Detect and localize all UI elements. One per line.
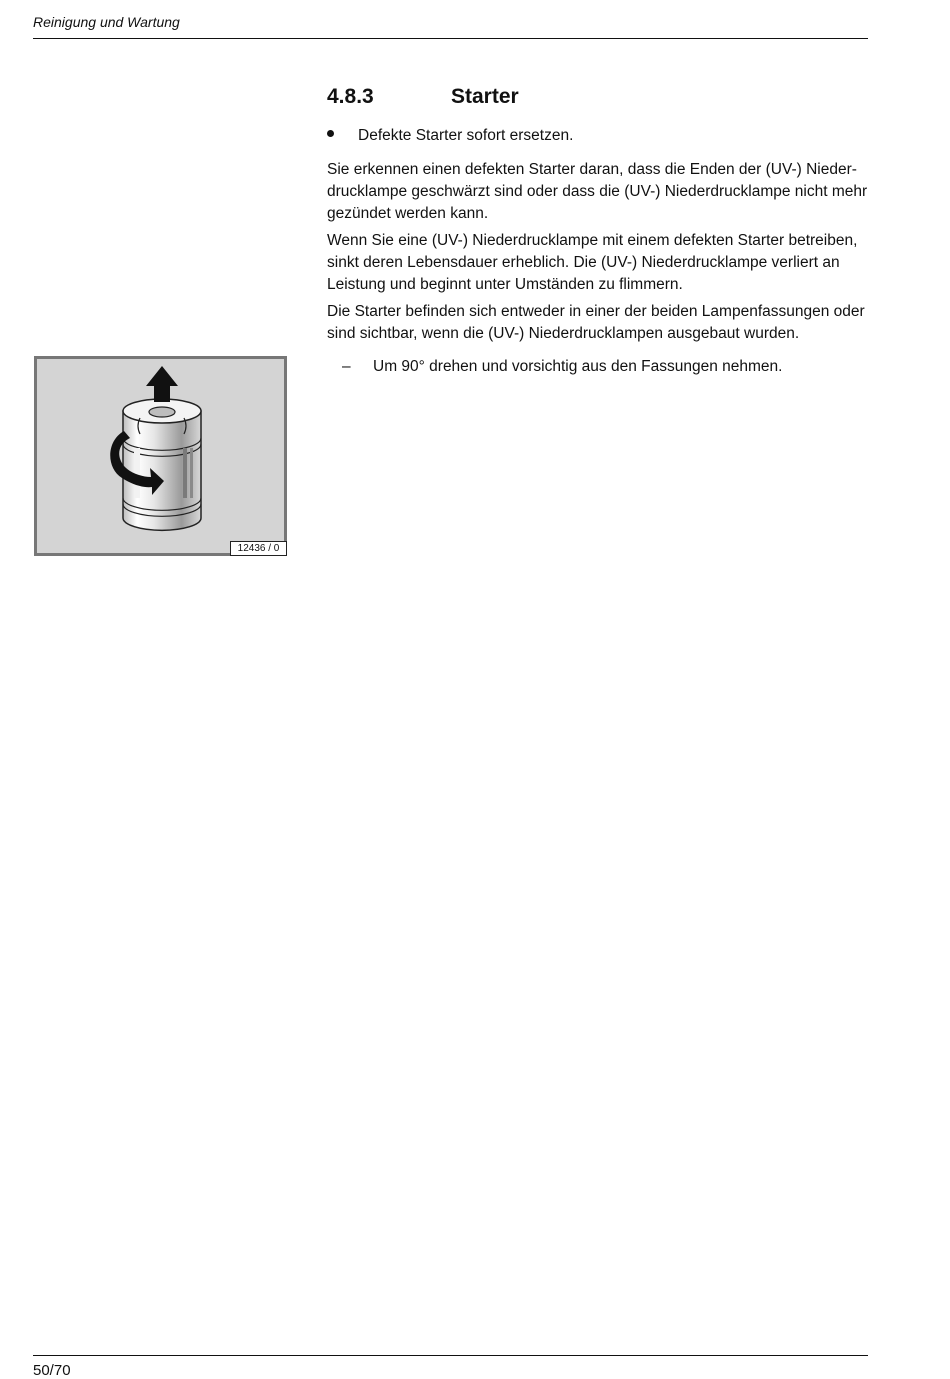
page-number: 50/70: [33, 1362, 71, 1379]
bullet-text: Defekte Starter sofort ersetzen.: [358, 127, 574, 144]
header-rule: [33, 38, 868, 39]
footer-rule: [33, 1355, 868, 1356]
paragraph-lifetime: Wenn Sie eine (UV-) Niederdrucklampe mit einem defekten Starter betreiben, sinkt deren Lebensdauer erheblich. Die (UV-) Niederdrucklampe verliert an Leistung und beginnt unter Umständen zu flimmern.: [327, 232, 858, 293]
figure-starter: [34, 356, 287, 556]
figure-id-label: 12436 / 0: [230, 541, 287, 556]
starter-removal-illustration-icon: [34, 356, 287, 556]
page-header-title: Reinigung und Wartung: [33, 14, 180, 30]
bullet-dot-icon: [327, 130, 334, 137]
paragraph-location: Die Starter befinden sich entweder in einer der beiden Lampenfassungen oder sind sichtbar, wenn die (UV-) Niederdrucklampen ausgebaut wurden.: [327, 303, 865, 342]
paragraph-defect-signs: Sie erkennen einen defekten Starter daran, dass die Enden der (UV-) Nieder-drucklampe geschwärzt sind oder dass die (UV-) Niederdrucklampe nicht mehr gezündet werden kann.: [327, 161, 868, 222]
section-number: 4.8.3: [327, 85, 374, 108]
step-marker: –: [342, 358, 351, 375]
section-title: Starter: [451, 85, 519, 108]
step-text: Um 90° drehen und vorsichtig aus den Fassungen nehmen.: [373, 358, 783, 375]
